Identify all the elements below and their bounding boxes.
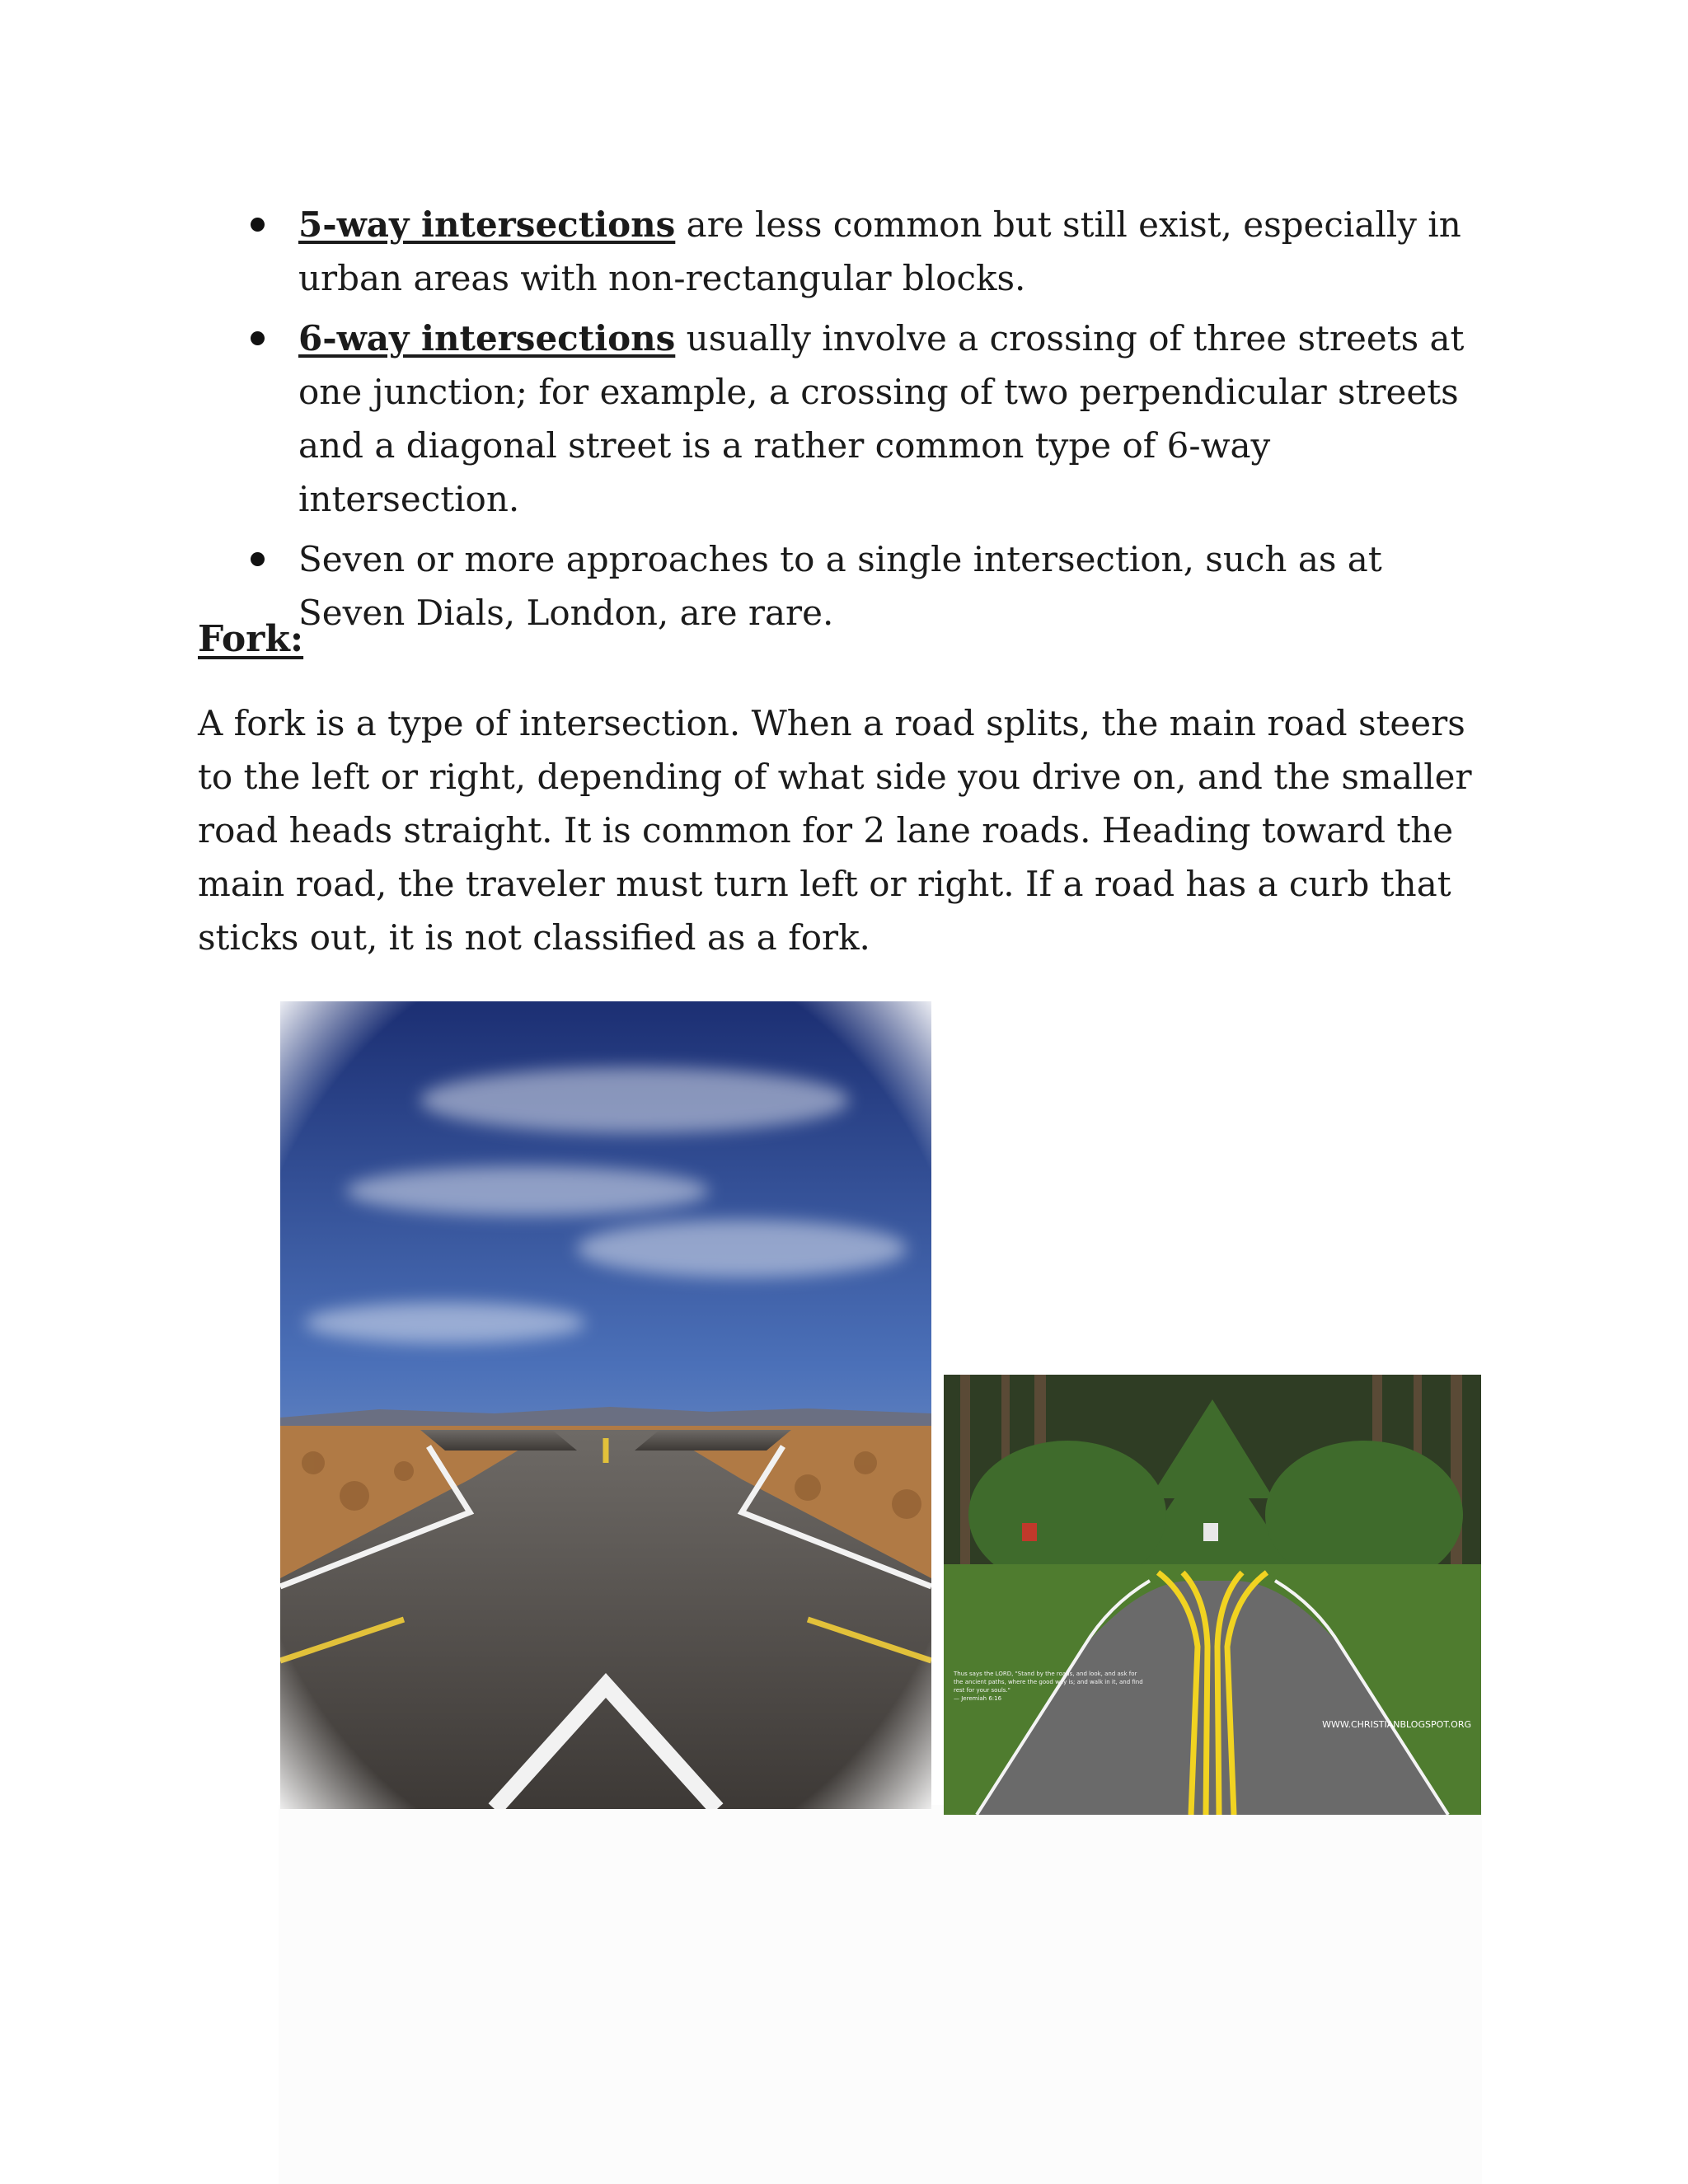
bullet-term: 6-way intersections	[298, 318, 676, 359]
forest-caption: Thus says the LORD, "Stand by the roads, and look, and ask for the ancient paths, where the good way is; and walk in it, and find rest for your souls."	[954, 1671, 1143, 1694]
bullet-item-6-way	[247, 312, 1467, 526]
bullet-icon	[251, 552, 265, 566]
background-panel	[279, 1805, 1482, 2184]
bullet-icon	[251, 331, 265, 345]
intersection-bullet-list	[247, 198, 1467, 646]
forest-caption-ref: — Jeremiah 6:16	[954, 1695, 1002, 1702]
fork-heading: Fork:	[198, 618, 304, 660]
bullet-term: 5-way intersections	[298, 204, 676, 245]
bullet-item-5-way	[247, 198, 1467, 305]
desert-crossroads-photo	[280, 1001, 931, 1809]
forest-fork-photo	[944, 1375, 1481, 1815]
bullet-icon	[251, 218, 265, 232]
forest-watermark: WWW.CHRISTIANBLOGSPOT.ORG	[1322, 1719, 1471, 1730]
bullet-text: are less common but still exist, especially in urban areas with non-rectangular blocks.	[298, 204, 1461, 298]
bullet-text: Seven or more approaches to a single intersection, such as at Seven Dials, London, are rare.	[298, 539, 1382, 633]
fork-paragraph: A fork is a type of intersection. When a road splits, the main road steers to the left or right, depending of what side you drive on, and the smaller road heads straight. It is common for 2 lane roads. Heading toward the main road, the traveler must turn left or right. If a road has a curb that sticks out, it is not classified as a fork.	[198, 703, 1472, 958]
bullet-item-seven-or-more	[247, 532, 1467, 640]
bullet-text: usually involve a crossing of three streets at one junction; for example, a crossing of two perpendicular streets and a diagonal street is a rather common type of 6-way intersection.	[298, 318, 1465, 519]
